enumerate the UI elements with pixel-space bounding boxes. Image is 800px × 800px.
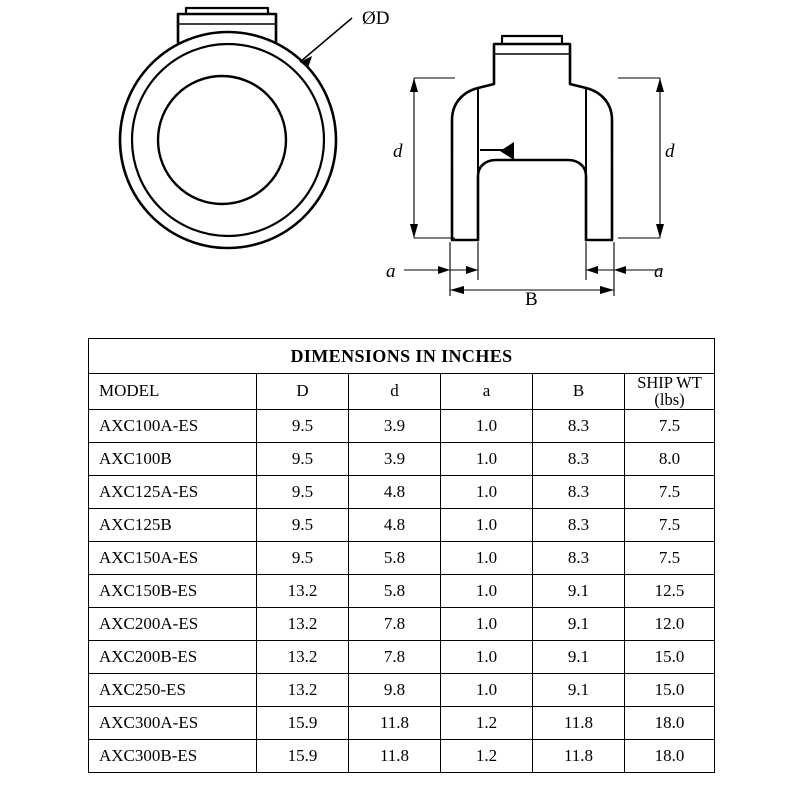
cell-B: 11.8 (533, 706, 625, 739)
cell-a: 1.0 (441, 409, 533, 442)
diameter-label: ØD (362, 8, 390, 29)
dimension-extension-lines (404, 78, 662, 296)
cell-d: 11.8 (349, 739, 441, 772)
cell-a: 1.0 (441, 640, 533, 673)
cell-ship-weight: 15.0 (625, 673, 715, 706)
cell-d: 3.9 (349, 409, 441, 442)
cell-model: AXC200A-ES (89, 607, 257, 640)
cell-D: 13.2 (257, 607, 349, 640)
header-ship-weight (625, 374, 715, 410)
dimension-label-d-right: d (665, 141, 675, 162)
cell-model: AXC250-ES (89, 673, 257, 706)
table-row (89, 574, 715, 607)
table-title-row (89, 339, 715, 374)
cell-B: 8.3 (533, 508, 625, 541)
dimension-label-a-left: a (386, 261, 396, 282)
table-header-row (89, 374, 715, 410)
cell-d: 5.8 (349, 541, 441, 574)
table-row (89, 541, 715, 574)
cell-D: 9.5 (257, 409, 349, 442)
table-row (89, 739, 715, 772)
dimension-label-d-left: d (393, 141, 403, 162)
dimensions-table-container (88, 338, 714, 773)
cell-D: 9.5 (257, 442, 349, 475)
cell-d: 3.9 (349, 442, 441, 475)
header-ship-weight-line2: (lbs) (654, 390, 685, 410)
cell-a: 1.2 (441, 739, 533, 772)
front-view-inner-ring (132, 44, 324, 236)
cell-model: AXC150B-ES (89, 574, 257, 607)
header-D: D (257, 374, 349, 410)
cell-d: 4.8 (349, 508, 441, 541)
cell-d: 9.8 (349, 673, 441, 706)
cell-B: 11.8 (533, 739, 625, 772)
cell-a: 1.0 (441, 673, 533, 706)
cell-D: 9.5 (257, 541, 349, 574)
cell-d: 5.8 (349, 574, 441, 607)
table-row (89, 508, 715, 541)
header-B: B (533, 374, 625, 410)
cell-model: AXC100A-ES (89, 409, 257, 442)
cell-ship-weight: 18.0 (625, 739, 715, 772)
cell-D: 9.5 (257, 475, 349, 508)
cell-a: 1.2 (441, 706, 533, 739)
cell-a: 1.0 (441, 607, 533, 640)
cell-ship-weight: 7.5 (625, 409, 715, 442)
table-row (89, 409, 715, 442)
table-row (89, 475, 715, 508)
cell-a: 1.0 (441, 541, 533, 574)
cell-model: AXC200B-ES (89, 640, 257, 673)
product-drawing (0, 0, 800, 330)
table-title: DIMENSIONS IN INCHES (89, 339, 715, 374)
front-view-bore (158, 76, 286, 204)
cell-D: 13.2 (257, 640, 349, 673)
cell-model: AXC125A-ES (89, 475, 257, 508)
cell-d: 7.8 (349, 607, 441, 640)
cell-D: 9.5 (257, 508, 349, 541)
cell-ship-weight: 12.5 (625, 574, 715, 607)
cell-B: 9.1 (533, 574, 625, 607)
cell-model: AXC300B-ES (89, 739, 257, 772)
dimension-arrowheads (410, 78, 664, 294)
cell-a: 1.0 (441, 442, 533, 475)
cell-B: 9.1 (533, 607, 625, 640)
cell-D: 13.2 (257, 574, 349, 607)
table-row (89, 673, 715, 706)
cell-model: AXC125B (89, 508, 257, 541)
cell-model: AXC100B (89, 442, 257, 475)
dimensions-table (88, 338, 715, 773)
cell-ship-weight: 7.5 (625, 508, 715, 541)
cell-D: 13.2 (257, 673, 349, 706)
cell-model: AXC300A-ES (89, 706, 257, 739)
cell-ship-weight: 18.0 (625, 706, 715, 739)
airflow-indicator (480, 142, 514, 160)
table-row (89, 607, 715, 640)
header-d: d (349, 374, 441, 410)
cell-a: 1.0 (441, 475, 533, 508)
dimensions-table-body (89, 409, 715, 772)
cell-d: 7.8 (349, 640, 441, 673)
cell-d: 11.8 (349, 706, 441, 739)
cell-D: 15.9 (257, 706, 349, 739)
cell-ship-weight: 15.0 (625, 640, 715, 673)
header-ship-weight-line1: SHIP WT (637, 373, 702, 392)
table-row (89, 706, 715, 739)
cell-B: 9.1 (533, 673, 625, 706)
cell-model: AXC150A-ES (89, 541, 257, 574)
dimension-label-a-right: a (654, 261, 664, 282)
cell-a: 1.0 (441, 508, 533, 541)
side-view-outline (452, 44, 612, 240)
cell-B: 8.3 (533, 409, 625, 442)
cell-ship-weight: 8.0 (625, 442, 715, 475)
header-model: MODEL (89, 374, 257, 410)
dimension-label-b: B (525, 289, 538, 310)
cell-B: 8.3 (533, 475, 625, 508)
table-row (89, 640, 715, 673)
diameter-leader-line (300, 18, 352, 62)
header-a: a (441, 374, 533, 410)
cell-d: 4.8 (349, 475, 441, 508)
cell-D: 15.9 (257, 739, 349, 772)
cell-a: 1.0 (441, 574, 533, 607)
cell-B: 9.1 (533, 640, 625, 673)
cell-ship-weight: 7.5 (625, 475, 715, 508)
cell-B: 8.3 (533, 442, 625, 475)
cell-ship-weight: 12.0 (625, 607, 715, 640)
cell-B: 8.3 (533, 541, 625, 574)
table-row (89, 442, 715, 475)
cell-ship-weight: 7.5 (625, 541, 715, 574)
